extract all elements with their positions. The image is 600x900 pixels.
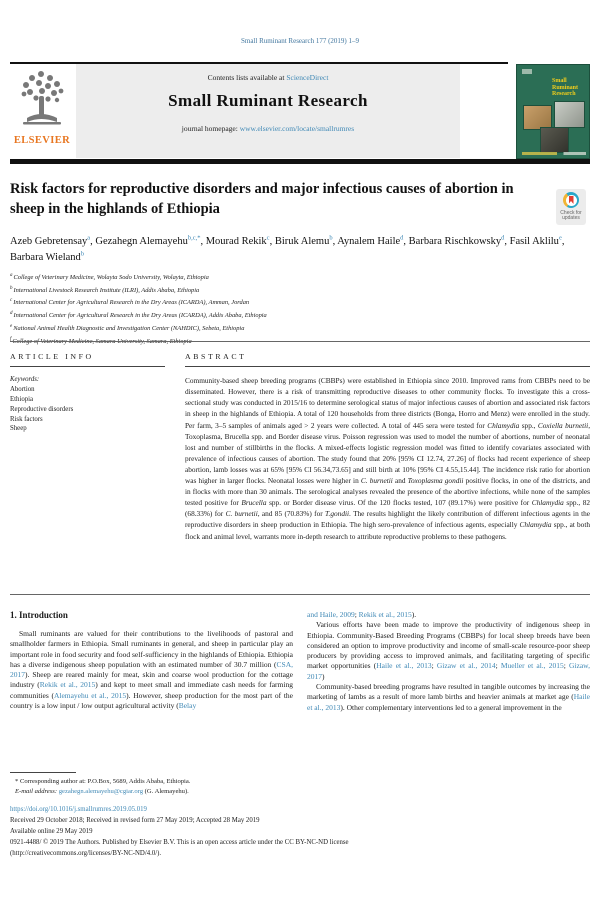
abstract-heading: ABSTRACT (185, 352, 247, 361)
article-info-column (10, 352, 165, 434)
section-divider (10, 341, 590, 342)
cover-footer-strip (522, 152, 586, 155)
elsevier-wordmark: ELSEVIER (13, 135, 71, 146)
contents-prefix: Contents lists available at (207, 73, 287, 82)
check-for-updates-badge[interactable] (556, 189, 586, 225)
footnote-divider (10, 772, 76, 773)
keyword-item: Abortion (10, 386, 35, 394)
affiliation-line: $^e$National Animal Health Diagnostic and Investigation Center (NAHDIC), Sebeta, Ethiopia (10, 323, 245, 332)
corresponding-author-note: * Corresponding author at: P.O.Box, 5689, Addis Ababa, Ethiopia. (15, 778, 191, 785)
cover-issn-mark (522, 69, 532, 74)
intro-paragraph: Community-based breeding programs have resulted in tangible outcomes by increasing the marketing of lambs as a result of more lamb births and heavier animals at market age (Haile et al., 2013). Other complementary interventions led to a general improvement in the (307, 682, 590, 712)
intro-paragraph: and Haile, 2009; Rekik et al., 2015). (307, 610, 417, 619)
abstract-text: Community-based sheep breeding programs (CBBPs) were established in Ethiopia since 2010. Improved rams from CBBPs need to be disseminated. However, there is a risk of transmitting reproductive diseases to other community flocks. To investigate this a cross-sectional study was conducted in 2015/16 to determine serological status of major infectious causes of abortion and associated risk factors in sheep in the highlands of Ethiopia. A total of 120 households from three districts (Bonga, Horro and Menz) were enrolled in the study. Per farm, 3–5 samples of animals aged > 2 years were collected. A total of 445 sera were tested for Chlamydia spp., Coxiella burnetii, Toxoplasma, Brucella spp. and Border disease virus. Poisson regression was used to model the number of abortions, number of neonatal lost and number of stillbirths in the flocks. A mixed-effects logistic regression model was fitted to identify covariates associated with prevalence of infectious causes of abortion. The study found that 20% [95% CI 12.74, 27.26] of flocks had recent experience of sheep abortion, lamb losses was at 65% [95% CI 56.34,73.65] and still birth at 10% [95% CI 4.55,15.44]. The incidence risk ratio for abortion was higher in larger flocks. Neonatal losses were higher in C. burnetii and Toxoplasma gondii positive flocks, in one of the districts, and in flocks with more than 30 animals. The serological analyses revealed the presence of the abortive infections, while none of the samples tested positive for Brucella spp. or Border disease virus. Of the 120 flocks tested, 107 (89.17%) were positive for Chlamydia spp., 82 (68.33%) for C. burnetii, and 85 (70.83%) for T.gondii. The results highlight the likely contribution of different infectious agents in the reproductive disorders in sheep production in Ethiopia. The high sero-prevalence of infectious agents, especially Chlamydia spp., at both flock and animal level, warrants more in-depth research to attribute reproductive problems to these pathogens. (185, 376, 591, 541)
body-right-column (307, 610, 590, 713)
section-divider (10, 594, 590, 595)
abstract-rule (185, 366, 590, 367)
keywords-label: Keywords: (10, 376, 40, 384)
sciencedirect-link[interactable]: ScienceDirect (286, 73, 329, 82)
keyword-item: Sheep (10, 425, 27, 433)
intro-heading: 1. Introduction (10, 610, 68, 620)
cover-title: Small Ruminant Research (552, 78, 579, 97)
copyright-line: 0921-4488/ © 2019 The Authors. Published by Elsevier B.V. This is an open access article under the CC BY-NC-ND license (10, 839, 349, 846)
elsevier-tree-icon (17, 117, 67, 134)
affiliation-line: $^a$College of Veterinary Medicine, Wolayta Sodo University, Wolayta, Ethiopia (10, 273, 209, 282)
keyword-item: Risk factors (10, 415, 43, 423)
keyword-item: Reproductive disorders (10, 405, 74, 413)
cover-photo-sheep-gray (554, 101, 585, 128)
body-left-column (10, 610, 293, 711)
elsevier-logo (10, 66, 74, 158)
page-header-citation: Small Ruminant Research 177 (2019) 1–9 (240, 37, 359, 45)
email-line: E-mail address: gezahegn.alemayehu@cgiar.org (G. Alemayehu). (15, 787, 189, 795)
check-updates-label: Check for updates (560, 209, 582, 221)
banner-bottom-rule (10, 159, 590, 164)
article-footer (10, 804, 590, 859)
available-online-line: Available online 29 May 2019 (10, 828, 93, 835)
homepage-line (76, 124, 460, 133)
article-info-heading: ARTICLE INFO (10, 352, 94, 361)
article-info-rule (10, 366, 165, 367)
homepage-label: journal homepage: (181, 124, 240, 133)
banner-center (76, 64, 460, 158)
affiliation-line: $^b$International Livestock Research Institute (ILRI), Addis Ababa, Ethiopia (10, 285, 200, 294)
intro-paragraph: Small ruminants are valued for their contributions to the livelihoods of pastoral and smallholder farmers in Ethiopia. Small ruminants in general, and sheep in particular play an important role in food security and food self-sufficiency in the highlands of Ethiopia. Ethiopia has a diverse indigenous sheep population with an estimated number of 30.7 million (CSA, 2017). Sheep are reared mainly for meat, skin and coarse wool production for the cottage industry (Rekik et al., 2015) and kept to meet small and immediate cash needs for farming communities (Alemayehu et al., 2015). However, sheep production for the most part of the country is a low input / low output agricultural activity (Belay (10, 629, 293, 711)
author-list: Azeb Gebretensay$^a$, Gezahegn Alemayehu$^{b,c,*}$, Mourad Rekik$^c$, Biruk Alemu$^b$, Aynalem Haile$^d$, Barbara Rischkowsky$^d$, Fasil Aklilu$^e$, Barbara Wieland$^b$ (10, 234, 565, 263)
contents-line (76, 73, 460, 82)
journal-banner (10, 64, 590, 158)
keyword-item: Ethiopia (10, 395, 34, 403)
journal-homepage-link[interactable]: www.elsevier.com/locate/smallrumres (239, 124, 355, 133)
intro-paragraph: Various efforts have been made to improve the productivity of indigenous sheep in Ethiopia. Community-Based Breeding Programs (CBBPs) for local sheep breeds have been considered an option to improve productivity and income of small-scale resource-poor sheep producers by providing access to improved animals, and facilitating targeting of specific market opportunities (Haile et al., 2013; Gizaw et al., 2014; Mueller et al., 2015; Gizaw, 2017) (307, 620, 590, 681)
affiliation-list (10, 271, 575, 347)
journal-cover-thumbnail (516, 64, 590, 159)
article-title: Risk factors for reproductive disorders and major infectious causes of abortion in sheep in the highlands of Ethiopia (10, 181, 514, 217)
affiliation-line: f (10, 336, 12, 342)
check-updates-icon (563, 192, 579, 208)
affiliation-line: $^d$International Center for Agricultural Research in the Dry Areas (ICARDA), Addis Ababa, Ethiopia (10, 311, 267, 320)
doi-link[interactable]: https://doi.org/10.1016/j.smallrumres.2019.05.019 (10, 806, 147, 813)
cover-photo-goats-dark (540, 127, 569, 153)
journal-title: Small Ruminant Research (168, 91, 368, 110)
footnote-block (10, 772, 293, 796)
license-line: (http://creativecommons.org/licenses/BY-NC-ND/4.0/). (10, 850, 162, 857)
abstract-column (185, 352, 590, 542)
received-line: Received 29 October 2018; Received in revised form 27 May 2019; Accepted 28 May 2019 (10, 817, 260, 824)
affiliation-line: $^c$International Center for Agricultural Research in the Dry Areas (ICARDA), Amman, Jordan (10, 298, 250, 307)
bookmark-icon (569, 196, 574, 204)
